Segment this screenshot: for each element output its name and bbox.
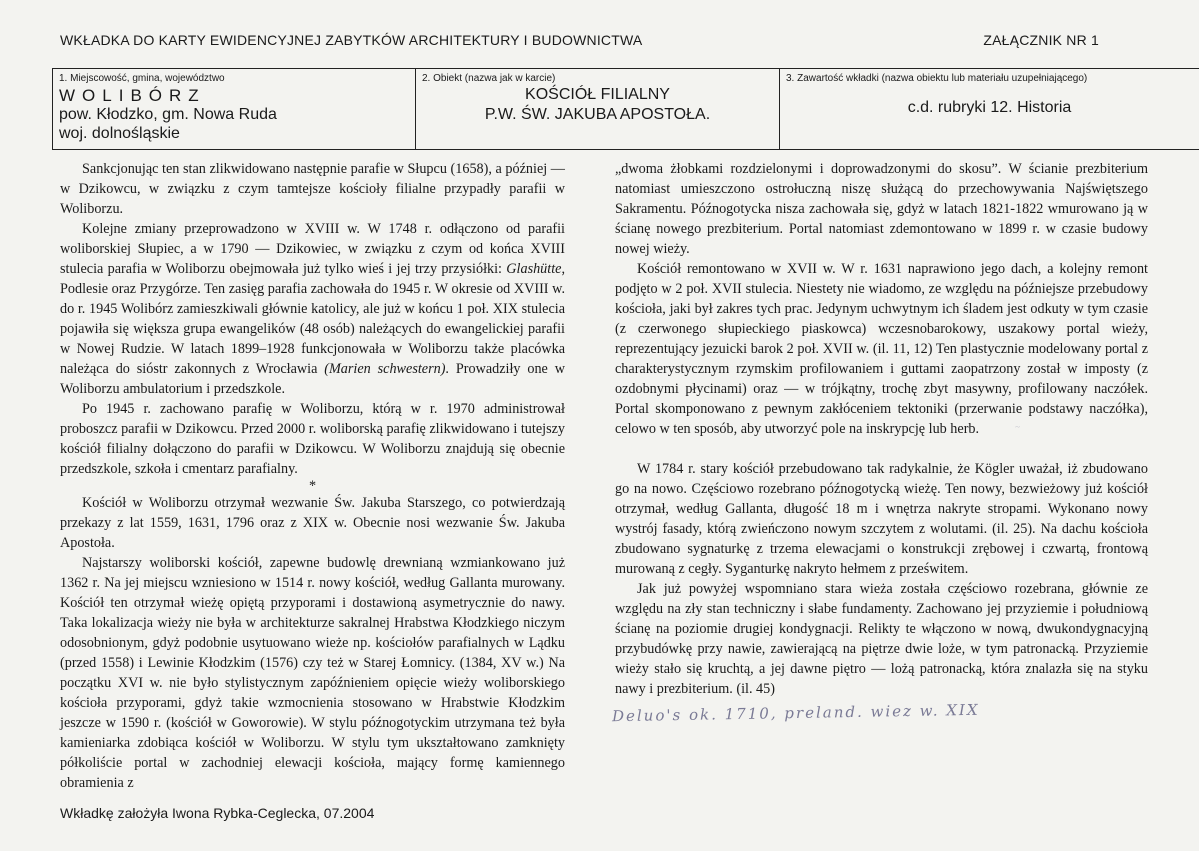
paragraph: W 1784 r. stary kościół przebudowano tak radykalnie, że Kögler uważał, iż zbudowano go na nowo. Częściowo rozebrano późnogotycką wieżę. Ten nowy, bezwieżowy już kościół otrzymał, według Gallanta, długość 18 m i wnętrza nakryte stropami. Wykonano nowy wystrój fasady, którą zwieńczono nowym szczytem z wolutami. (il. 25). Na dachu kościoła zbudowano sygnaturkę z trzema elewacjami o konstrukcji zrębowej i czwartą, frontową murowaną z cegły. Syganturkę nakryto hełmem z prześwitem. xyxy=(615,461,1148,577)
paragraph: Najstarszy woliborski kościół, zapewne budowlę drewnianą wzmiankowano już 1362 r. Na jej miejscu wzniesiono w 1514 r. nowy kościół, według Gallanta murowany. Kościół ten otrzymał wieżę opiętą przyporami i dostawioną asymetrycznie do nawy. Taka lokalizacja wieży nie była w architekturze sakralnej Hrabstwa Kłodzkiego niczym odosobnionym, gdyż podobnie usytuowano wieże np. kościołów parafialnych w Lądku (przed 1558) i Lewinie Kłodzkim (1576) czy też w Starej Łomnicy. (1384, XV w.) Na początku XVI w. nie było stylistycznym zapóźnieniem opięcie wieży woliborskiego kościoła przyporami, gdyż takie wzmocnienia stosowano w Hrabstwie Kłodzkim jeszcze w 1590 r. (kościół w Goworowie). W stylu późnogotyckim utrzymana też była kamieniarka zdobiąca kościół w Woliborzu. W stylu tym ukształtowano zamknięty półkoliście portal w zachodniej elewacji kościoła, mający formę kamiennego obramienia z xyxy=(60,555,565,791)
paragraph: „dwoma żłobkami rozdzielonymi i doprowadzonymi do skosu”. W ścianie prezbiterium natomiast umieszczono ostrołuczną niszę służącą do przechowywania Najświętszego Sakramentu. Późnogotycka nisza zachowała się, gdyż w latach 1821-1822 wmurowano ją w ścianę nowego prezbiterium. Portal natomiast zdemontowano w 1899 r. w czasie budowy nowej wieży. xyxy=(615,161,1148,257)
object-cell xyxy=(415,69,779,149)
section-separator: * xyxy=(308,478,317,494)
location-cell xyxy=(52,69,415,149)
spacer xyxy=(615,439,1148,459)
info-table xyxy=(52,68,1199,150)
paragraph: Kościół remontowano w XVII w. W r. 1631 naprawiono jego dach, a kolejny remont podjęto w 2 poł. XVII stulecia. Niestety nie wiadomo, ze względu na późniejsze przebudowy kościoła, jaki był zakres tych prac. Jedynym uchwytnym ich śladem jest odkuty w tym czasie (z czerwonego słupieckiego piaskowca) wczesnobarokowy, uszakowy portal wieży, reprezentujący jezuicki barok 2 poł. XVII w. (il. 11, 12) Ten plastycznie modelowany portal z charakterystycznym rzymskim profilowaniem i guttami zaopatrzony został w imposty (z ozdobnymi płycinami) oraz — w trójkątny, trochę zbyt masywny, profilowany naczółek. Portal skomponowano z pewnym zakłóceniem tektoniki (przerwanie podstawy naczółka), celowo w ten sposób, aby utworzyć pole na inskrypcję lub herb. xyxy=(615,261,1148,437)
document-title: WKŁADKA DO KARTY EWIDENCYJNEJ ZABYTKÓW ARCHITEKTURY I BUDOWNICTWA xyxy=(60,32,643,48)
object-dedication: P.W. ŚW. JAKUBA APOSTOŁA. xyxy=(484,106,711,123)
faint-mark: ~ xyxy=(1015,422,1020,432)
right-column xyxy=(615,159,1148,699)
paragraph: Jak już powyżej wspomniano stara wieża została częściowo rozebrana, głównie ze względu na zły stan techniczny i słabe fundamenty. Zachowano jej przyziemie i południową ścianę na poziomie drugiej kondygnacji. Relikty te włączono w nową, dwukondygnacyjną przybudówkę przy nawie, zawierającą na piętrze dwie loże, w tym patronacką. Przyziemie wieży stało się kruchtą, a jej dawne piętro — lożą patronacką, która znalazła się na styku nawy i prezbiterium. (il. 45) xyxy=(615,581,1148,697)
annex-number: ZAŁĄCZNIK NR 1 xyxy=(983,32,1099,48)
author-footer: Wkładkę założyła Iwona Rybka-Ceglecka, 07.2004 xyxy=(60,805,375,821)
location-label: 1. Miejscowość, gmina, województwo xyxy=(59,73,225,84)
content-value: c.d. rubryki 12. Historia xyxy=(907,99,1072,116)
left-column xyxy=(60,159,565,793)
location-name: WOLIBÓRZ xyxy=(59,86,206,105)
object-label: 2. Obiekt (nazwa jak w karcie) xyxy=(422,73,556,84)
paragraph: Po 1945 r. zachowano parafię w Woliborzu, którą w r. 1970 administrował proboszcz parafii w Dzikowcu. Przed 2000 r. woliborską parafię zlikwidowano i tutejszy kościół filialny dołączono do parafii w Dzikowcu. W Woliborzu znajdują się obecnie przedszkole, szkoła i cmentarz parafialny. xyxy=(60,401,565,477)
paragraph: Kościół w Woliborzu otrzymał wezwanie Św. Jakuba Starszego, co potwierdzają przekazy z lat 1559, 1631, 1796 oraz z XIX w. Obecnie nosi wezwanie Św. Jakuba Apostoła. xyxy=(60,495,565,551)
paragraph: Kolejne zmiany przeprowadzono w XVIII w. W 1748 r. odłączono od parafii woliborskiej Słupiec, a w 1790 — Dzikowiec, w związku z czym od końca XVIII stulecia parafia w Woliborzu obejmowała już tylko wieś i jej trzy przysiółki: Glashütte, Podlesie oraz Przygórze. Ten zasięg parafia zachowała do 1945 r. W okresie od XVIII w. do r. 1945 Wolibórz zamieszkiwali głównie katolicy, ale już w końcu 1 poł. XIX stulecia pojawiła się większa grupa ewangelików (48 osób) należących do ewangelickiej parafii w Nowej Rudzie. W latach 1899–1928 funkcjonowała w Woliborzu także placówka należąca do sióstr zakonnych z Wrocławia (Marien schwestern). Prowadziły one w Woliborzu ambulatorium i przedszkole. xyxy=(60,221,565,397)
location-county: pow. Kłodzko, gm. Nowa Ruda xyxy=(59,106,277,123)
content-cell xyxy=(779,69,1199,149)
content-label: 3. Zawartość wkładki (nazwa obiektu lub materiału uzupełniającego) xyxy=(786,73,1088,84)
location-province: woj. dolnośląskie xyxy=(59,125,180,142)
handwritten-note: Deluo's ok. 1710, preland. wiez w. XIX xyxy=(611,700,980,726)
paragraph: Sankcjonując ten stan zlikwidowano następnie parafie w Słupcu (1658), a później — w Dzikowcu, w związku z czym tamtejsze kościoły filialne przypadły parafii w Woliborzu. xyxy=(60,161,565,217)
object-type: KOŚCIÓŁ FILIALNY xyxy=(525,86,670,103)
